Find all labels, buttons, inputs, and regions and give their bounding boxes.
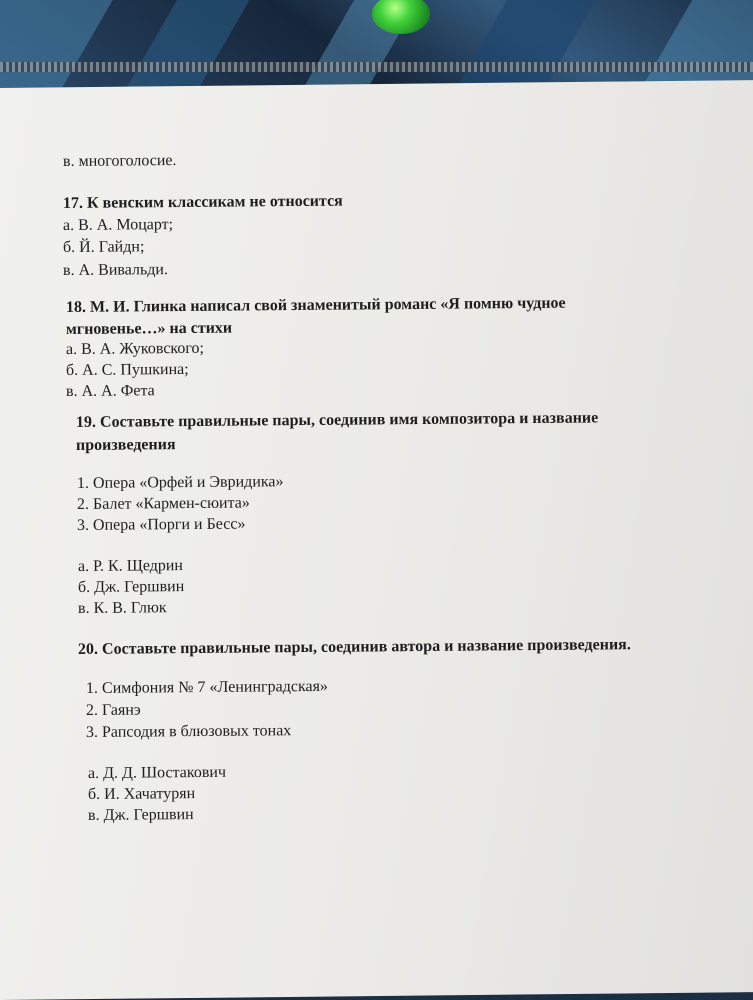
question-19-title-line-2: произведения: [75, 436, 176, 454]
question-20-author-a: а. Д. Д. Шостакович: [87, 763, 227, 782]
question-18-option-a: а. В. А. Жуковского;: [65, 339, 205, 358]
question-20-author-c: в. Дж. Гершвин: [87, 806, 194, 824]
question-18-title-line-1: 18. М. И. Глинка написал свой знаменитый романс «Я помню чудное: [65, 294, 566, 316]
question-17-option-a: а. В. А. Моцарт;: [62, 216, 174, 234]
question-18-option-c: в. А. А. Фета: [65, 382, 155, 400]
question-17-title: 17. К венским классикам не относится: [62, 192, 343, 212]
question-18-title-line-2: мгновенье…» на стихи: [65, 319, 233, 338]
question-18-option-b: б. А. С. Пушкина;: [65, 360, 189, 379]
question-19-work-3: 3. Опера «Порги и Бесс»: [76, 515, 246, 534]
question-19-work-1: 1. Опера «Орфей и Эвридика»: [76, 473, 284, 492]
question-19-composer-b: б. Дж. Гершвин: [77, 578, 185, 596]
question-20-work-1: 1. Симфония № 7 «Ленинградская»: [85, 677, 328, 697]
question-17-option-c: в. А. Вивальди.: [62, 261, 168, 279]
question-20-work-3: 3. Рапсодия в блюзовых тонах: [85, 722, 292, 741]
question-17-option-b: б. Й. Гайдн;: [62, 238, 145, 256]
question-19-composer-a: а. Р. К. Щедрин: [77, 557, 184, 575]
question-20-work-2: 2. Гаянэ: [85, 701, 141, 719]
question-20-author-b: б. И. Хачатурян: [87, 785, 196, 803]
question-19-title-line-1: 19. Составьте правильные пары, соединив имя композитора и название: [75, 409, 599, 431]
previous-answer-fragment: в. многоголосие.: [62, 152, 177, 170]
question-19-composer-c: в. К. В. Глюк: [77, 599, 167, 617]
question-19-work-2: 2. Балет «Кармен-сюита»: [76, 494, 250, 513]
question-20-title: 20. Составьте правильные пары, соединив автора и название произведения.: [77, 636, 631, 658]
